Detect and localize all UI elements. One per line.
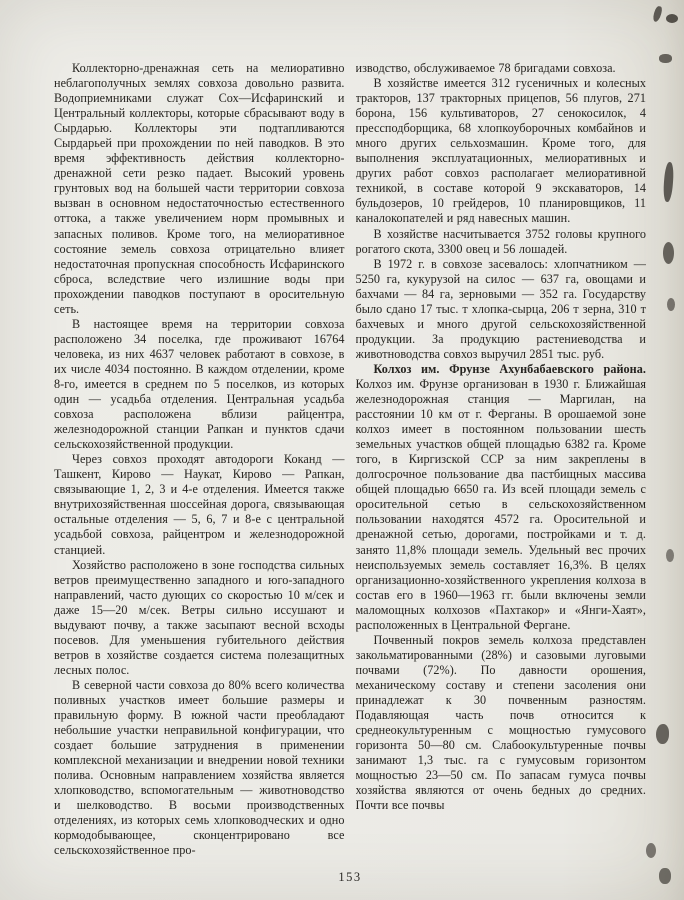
paragraph: Почвенный покров земель колхоза представлен закольматированными (28%) и сазовыми луговыми почвами (72%). По давности орошения, механическому составу и степени засоления они принадлежат к 30 почвенным разностям. Подавляющая часть почв относится к среднеокультуренным с мощностью гумусового горизонта 50—80 см. Слабоокультуренные почвы занимают 1,3 тыс. га с гумусовым горизонтом мощностью 23—50 см. По запасам гумуса почвы хозяйства являются от очень бедных до средних. Почти все почвы <box>355 632 646 813</box>
paragraph: В хозяйстве насчитывается 3752 головы крупного рогатого скота, 3300 овец и 56 лошадей. <box>355 226 646 256</box>
paragraph: Коллекторно-дренажная сеть на мелиоративно неблагополучных землях совхоза довольно развита. Водоприемниками служат Сох—Исфаринский и Центральный коллекторы, которые сбрасывают воду в Сырдарью. Коллекторы эти подтапливаются Сырдарьей при прохождении по ней паводков. В это время эффективность действия коллекторно-дренажной сети резко падает. Высокий уровень грунтовых вод на большей части территории совхоза вызван в основном недостаточностью естественного оттока, а также увеличением норм промывных и запасных поливов. Кроме того, на мелиоративное состояние земель совхоза отрицательно влияет недостаточная пропускная способность Исфаринского сброса, вследствие чего излишние воды при прохождении паводков поступают в оросительную сеть. <box>54 61 345 316</box>
scan-artifact <box>663 242 674 264</box>
scan-artifact <box>666 549 674 562</box>
scan-artifact <box>666 14 678 23</box>
scan-artifact <box>663 162 675 203</box>
paragraph: В хозяйстве имеется 312 гусеничных и колесных тракторов, 137 тракторных прицепов, 56 плугов, 271 борона, 156 культиваторов, 27 сенокосилок, 4 прессподборщика, 68 хлопкоуборочных комбайнов и много других сельхозмашин. Кроме того, для выполнения эксплуатационных, мелиоративных и других работ совхоз располагает мелиоративной техникой, в составе которой 9 экскаваторов, 14 бульдозеров, 10 грейдеров, 10 планировщиков, 11 каналокопателей и ряд навесных машин. <box>355 76 646 226</box>
scan-artifact <box>652 5 663 22</box>
section-heading-inline: Колхоз им. Фрунзе Ахунбабаевского района. <box>373 361 646 376</box>
paragraph: В настоящее время на территории совхоза расположено 34 поселка, где проживают 16764 человека, из них 4637 человек работают в совхозе, в их числе 4034 постоянно. В каждом отделении, кроме 8-го, имеется в среднем по 5 поселков, из которых один — усадьба отделения. Центральная усадьба совхоза расположена вблизи райцентра, железнодорожной станции Рапкан и пунктов сдачи сельскохозяйственной продукции. <box>54 316 345 452</box>
scan-artifact <box>656 724 669 744</box>
text-column-left <box>54 61 345 859</box>
paragraph-text: Колхоз им. Фрунзе организован в 1930 г. Ближайшая железнодорожная станция — Маргилан, на расстоянии 10 км от г. Ферганы. В орошаемой зоне колхоз имеет в постоянном пользовании шесть земельных участков общей площадью 6382 га. Кроме того, в Киргизской ССР за ним закреплены в долгосрочное пользование два пастбищных массива общей площадью 6650 га. Из всей площади земель с оросительной сетью в сельскохозяйственном пользовании находятся 4572 га. Оросительной и дренажной сетью, дорогами, постройками и т. д. занято 11,8% площади земель. Удельный вес прочих неиспользуемых земель составляет 16,3%. В целях организационно-хозяйственного укрепления колхоза в состав его в 1960—1963 гг. были включены земли маломощных колхозов «Пахтакор» и «Янги-Хаят», расположенных в Центральной Фергане. <box>355 376 646 632</box>
paragraph-continuation: изводство, обслуживаемое 78 бригадами совхоза. <box>355 61 616 75</box>
scan-artifact <box>646 843 656 858</box>
text-block <box>54 61 646 859</box>
scan-artifact <box>659 868 671 884</box>
text-column-right <box>356 61 647 859</box>
paragraph: В 1972 г. в совхозе засевалось: хлопчатником — 5250 га, кукурузой на силос — 637 га, овощами и бахчами — 84 га, зерновыми — 352 га. Государству было сдано 17 тыс. т хлопка-сырца, 206 т зерна, 310 т бахчевых и много другой сельскохозяйственной продукции. За продукцию растениеводства и животноводства совхоз выручил 2851 тыс. руб. <box>355 256 646 361</box>
scan-artifact <box>667 298 675 311</box>
paragraph: В северной части совхоза до 80% всего количества поливных участков имеет большие размеры и правильную форму. В южной части преобладают небольшие участки неправильной конфигурации, что создает большие затруднения в применении комплексной механизации и внедрении новой техники полива. Основным направлением хозяйства является хлопководство, вспомогательным — животноводство и шелководство. В восьми производственных отделениях, из которых семь хлопководческих и одно кормодобывающее, сконцентрировано все сельскохозяйственное про- <box>54 677 345 858</box>
paragraph: Через совхоз проходят автодороги Коканд — Ташкент, Кирово — Наукат, Кирово — Рапкан, связывающие 1, 2, 3 и 4-е отделения. Имеется также внутрихозяйственная шоссейная дорога, связывающая остальные отделения — 5, 6, 7 и 8-е с центральной усадьбой совхоза, райцентром и железнодорожной станцией. <box>54 452 345 557</box>
paragraph <box>356 362 647 633</box>
paragraph: Хозяйство расположено в зоне господства сильных ветров преимущественно западного и юго-западного направлений, часто дующих со скоростью 10 м/сек и даже 15—20 м/сек. Ветры сильно иссушают и выдувают почву, а также засыпают весной всходы посевов. Для уменьшения губительного действия ветров в хозяйстве создается система полезащитных лесных полос. <box>54 557 345 677</box>
page-number: 153 <box>338 870 362 884</box>
scan-artifact <box>659 54 672 63</box>
